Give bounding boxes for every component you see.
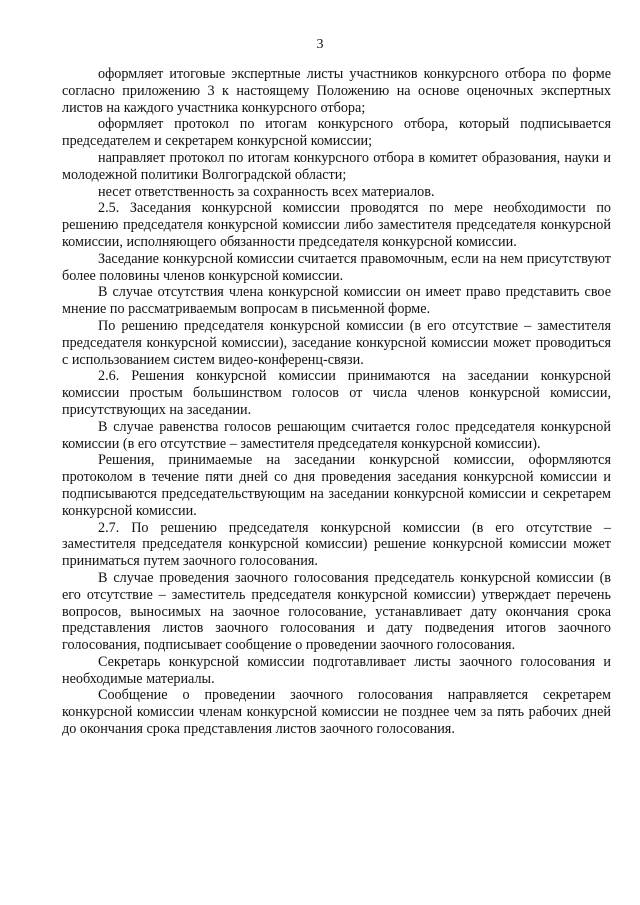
paragraph: 2.6. Решения конкурсной комиссии принимаются на заседании конкурсной комиссии простым большинством голосов от числа членов конкурсной комиссии, присутствующих на заседании. — [62, 368, 611, 418]
paragraph: оформляет протокол по итогам конкурсного отбора, который подписывается председателем и секретарем конкурсной комиссии; — [62, 116, 611, 150]
paragraph: Заседание конкурсной комиссии считается правомочным, если на нем присутствуют более половины членов конкурсной комиссии. — [62, 250, 611, 284]
paragraph: По решению председателя конкурсной комиссии (в его отсутствие – заместителя председателя конкурсной комиссии), заседание конкурсной комиссии может проводиться с использованием систем видео-конференц-связи. — [62, 317, 611, 368]
paragraph: оформляет итоговые экспертные листы участников конкурсного отбора по форме согласно приложению 3 к настоящему Положению на основе оценочных экспертных листов на каждого участника конкурсного отбора; — [62, 66, 611, 116]
document-body — [62, 66, 611, 738]
paragraph: В случае проведения заочного голосования председатель конкурсной комиссии (в его отсутствие – заместитель председателя конкурсной комиссии) утверждает перечень вопросов, выносимых на заочное голосование, устанавливает дату окончания срока представления листов заочного голосования и дату подведения итогов заочного голосования, подписывает сообщение о проведении заочного голосования. — [62, 569, 611, 654]
paragraph: Секретарь конкурсной комиссии подготавливает листы заочного голосования и необходимые материалы. — [62, 653, 611, 687]
paragraph: несет ответственность за сохранность всех материалов. — [98, 183, 435, 200]
paragraph: направляет протокол по итогам конкурсного отбора в комитет образования, науки и молодежной политики Волгоградской области; — [62, 149, 611, 183]
page-number: 3 — [316, 37, 324, 52]
paragraph: 2.5. Заседания конкурсной комиссии проводятся по мере необходимости по решению председателя конкурсной комиссии либо заместителя председателя конкурсной комиссии, исполняющего обязанности председателя конкурсной комиссии. — [62, 200, 611, 250]
paragraph: Сообщение о проведении заочного голосования направляется секретарем конкурсной комиссии членам конкурсной комиссии не позднее чем за пять рабочих дней до окончания срока представления листов заочного голосования. — [62, 687, 611, 738]
paragraph: 2.7. По решению председателя конкурсной комиссии (в его отсутствие – заместителя председателя конкурсной комиссии) решение конкурсной комиссии может приниматься путем заочного голосования. — [62, 519, 611, 570]
paragraph: В случае равенства голосов решающим считается голос председателя конкурсной комиссии (в его отсутствие – заместителя председателя конкурсной комиссии). — [62, 418, 611, 452]
paragraph: В случае отсутствия члена конкурсной комиссии он имеет право представить свое мнение по рассматриваемым вопросам в письменной форме. — [62, 284, 611, 318]
paragraph: Решения, принимаемые на заседании конкурсной комиссии, оформляются протоколом в течение пяти дней со дня проведения заседания конкурсной комиссии и подписываются председательствующим на заседании конкурсной комиссии и секретарем конкурсной комиссии. — [62, 452, 611, 519]
